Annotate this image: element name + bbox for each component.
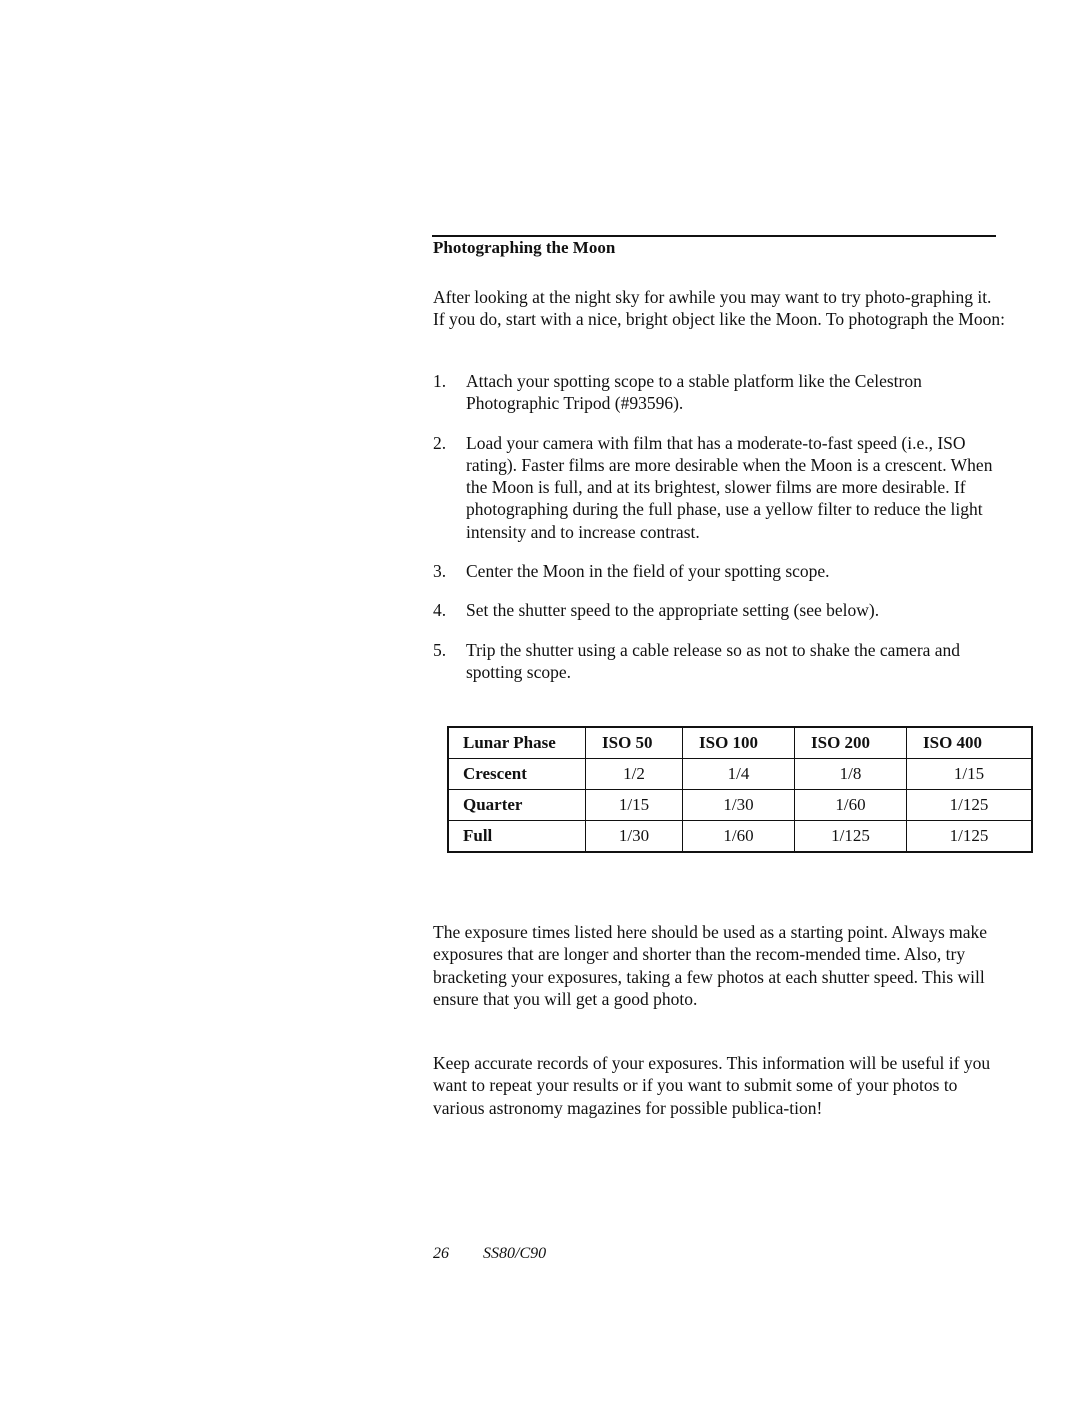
table-header-row: [448, 727, 1032, 759]
table-cell: 1/60: [683, 821, 795, 853]
step-number: 4.: [433, 600, 447, 621]
list-item: [433, 639, 1005, 684]
table-cell: 1/8: [795, 759, 907, 790]
column-header: ISO 200: [795, 727, 907, 759]
section-heading: Photographing the Moon: [433, 238, 616, 257]
records-paragraph: Keep accurate records of your exposures. This information will be useful if you want to repeat your results or if you want to submit some of your photos to various astronomy magazines for possible publica-tion!: [433, 1053, 991, 1118]
table-cell: Crescent: [448, 759, 586, 790]
table-cell: 1/125: [907, 790, 1033, 821]
page-footer: [433, 1245, 546, 1263]
step-text: Set the shutter speed to the appropriate setting (see below).: [466, 600, 880, 621]
table-cell: 1/15: [907, 759, 1033, 790]
step-number: 2.: [433, 432, 447, 453]
list-item: [433, 560, 1005, 582]
list-item: [433, 432, 1005, 543]
table-cell: 1/30: [683, 790, 795, 821]
step-text: Load your camera with film that has a moderate-to-fast speed (i.e., ISO rating). Faster films are more desirable when the Moon is a crescent. When the Moon is full, and at its brightest, slower films are more desirable. If photographing during the full phase, use a yellow filter to reduce the light intensity and to increase contrast.: [466, 432, 993, 542]
step-text: Attach your spotting scope to a stable platform like the Celestron Photographic Tripod (#93596).: [466, 371, 922, 414]
table-cell: 1/60: [795, 790, 907, 821]
list-item: [433, 599, 1005, 621]
table-cell: 1/30: [586, 821, 683, 853]
exposure-table: [447, 726, 1033, 853]
table-cell: 1/2: [586, 759, 683, 790]
steps-list: [433, 370, 1005, 700]
step-number: 5.: [433, 639, 447, 660]
step-number: 1.: [433, 371, 447, 391]
table-cell: 1/125: [795, 821, 907, 853]
step-text: Center the Moon in the field of your spotting scope.: [466, 561, 830, 582]
section-divider: [432, 235, 996, 237]
table-row: [448, 790, 1032, 821]
table-cell: 1/15: [586, 790, 683, 821]
model-name: SS80/C90: [483, 1245, 547, 1262]
table-cell: 1/125: [907, 821, 1033, 853]
table-cell: Full: [448, 821, 586, 853]
table-row: [448, 821, 1032, 853]
table-cell: 1/4: [683, 759, 795, 790]
table-cell: Quarter: [448, 790, 586, 821]
table-row: [448, 759, 1032, 790]
starting-point-paragraph: The exposure times listed here should be used as a starting point. Always make exposures that are longer and shorter than the recom-mended time. Also, try bracketing your exposures, taking a few photos at each shutter speed. This will ensure that you will get a good photo.: [433, 922, 988, 1009]
page-number: 26: [433, 1245, 449, 1262]
column-header: ISO 100: [683, 727, 795, 759]
column-header: Lunar Phase: [448, 727, 586, 759]
intro-paragraph: After looking at the night sky for awhile you may want to try photo-graphing it. If you do, start with a nice, bright object like the Moon. To photograph the Moon:: [433, 287, 1005, 330]
list-item: [433, 370, 1005, 415]
column-header: ISO 50: [586, 727, 683, 759]
step-number: 3.: [433, 561, 447, 582]
step-text: Trip the shutter using a cable release so as not to shake the camera and spotting scope.: [466, 639, 961, 682]
column-header: ISO 400: [907, 727, 1033, 759]
